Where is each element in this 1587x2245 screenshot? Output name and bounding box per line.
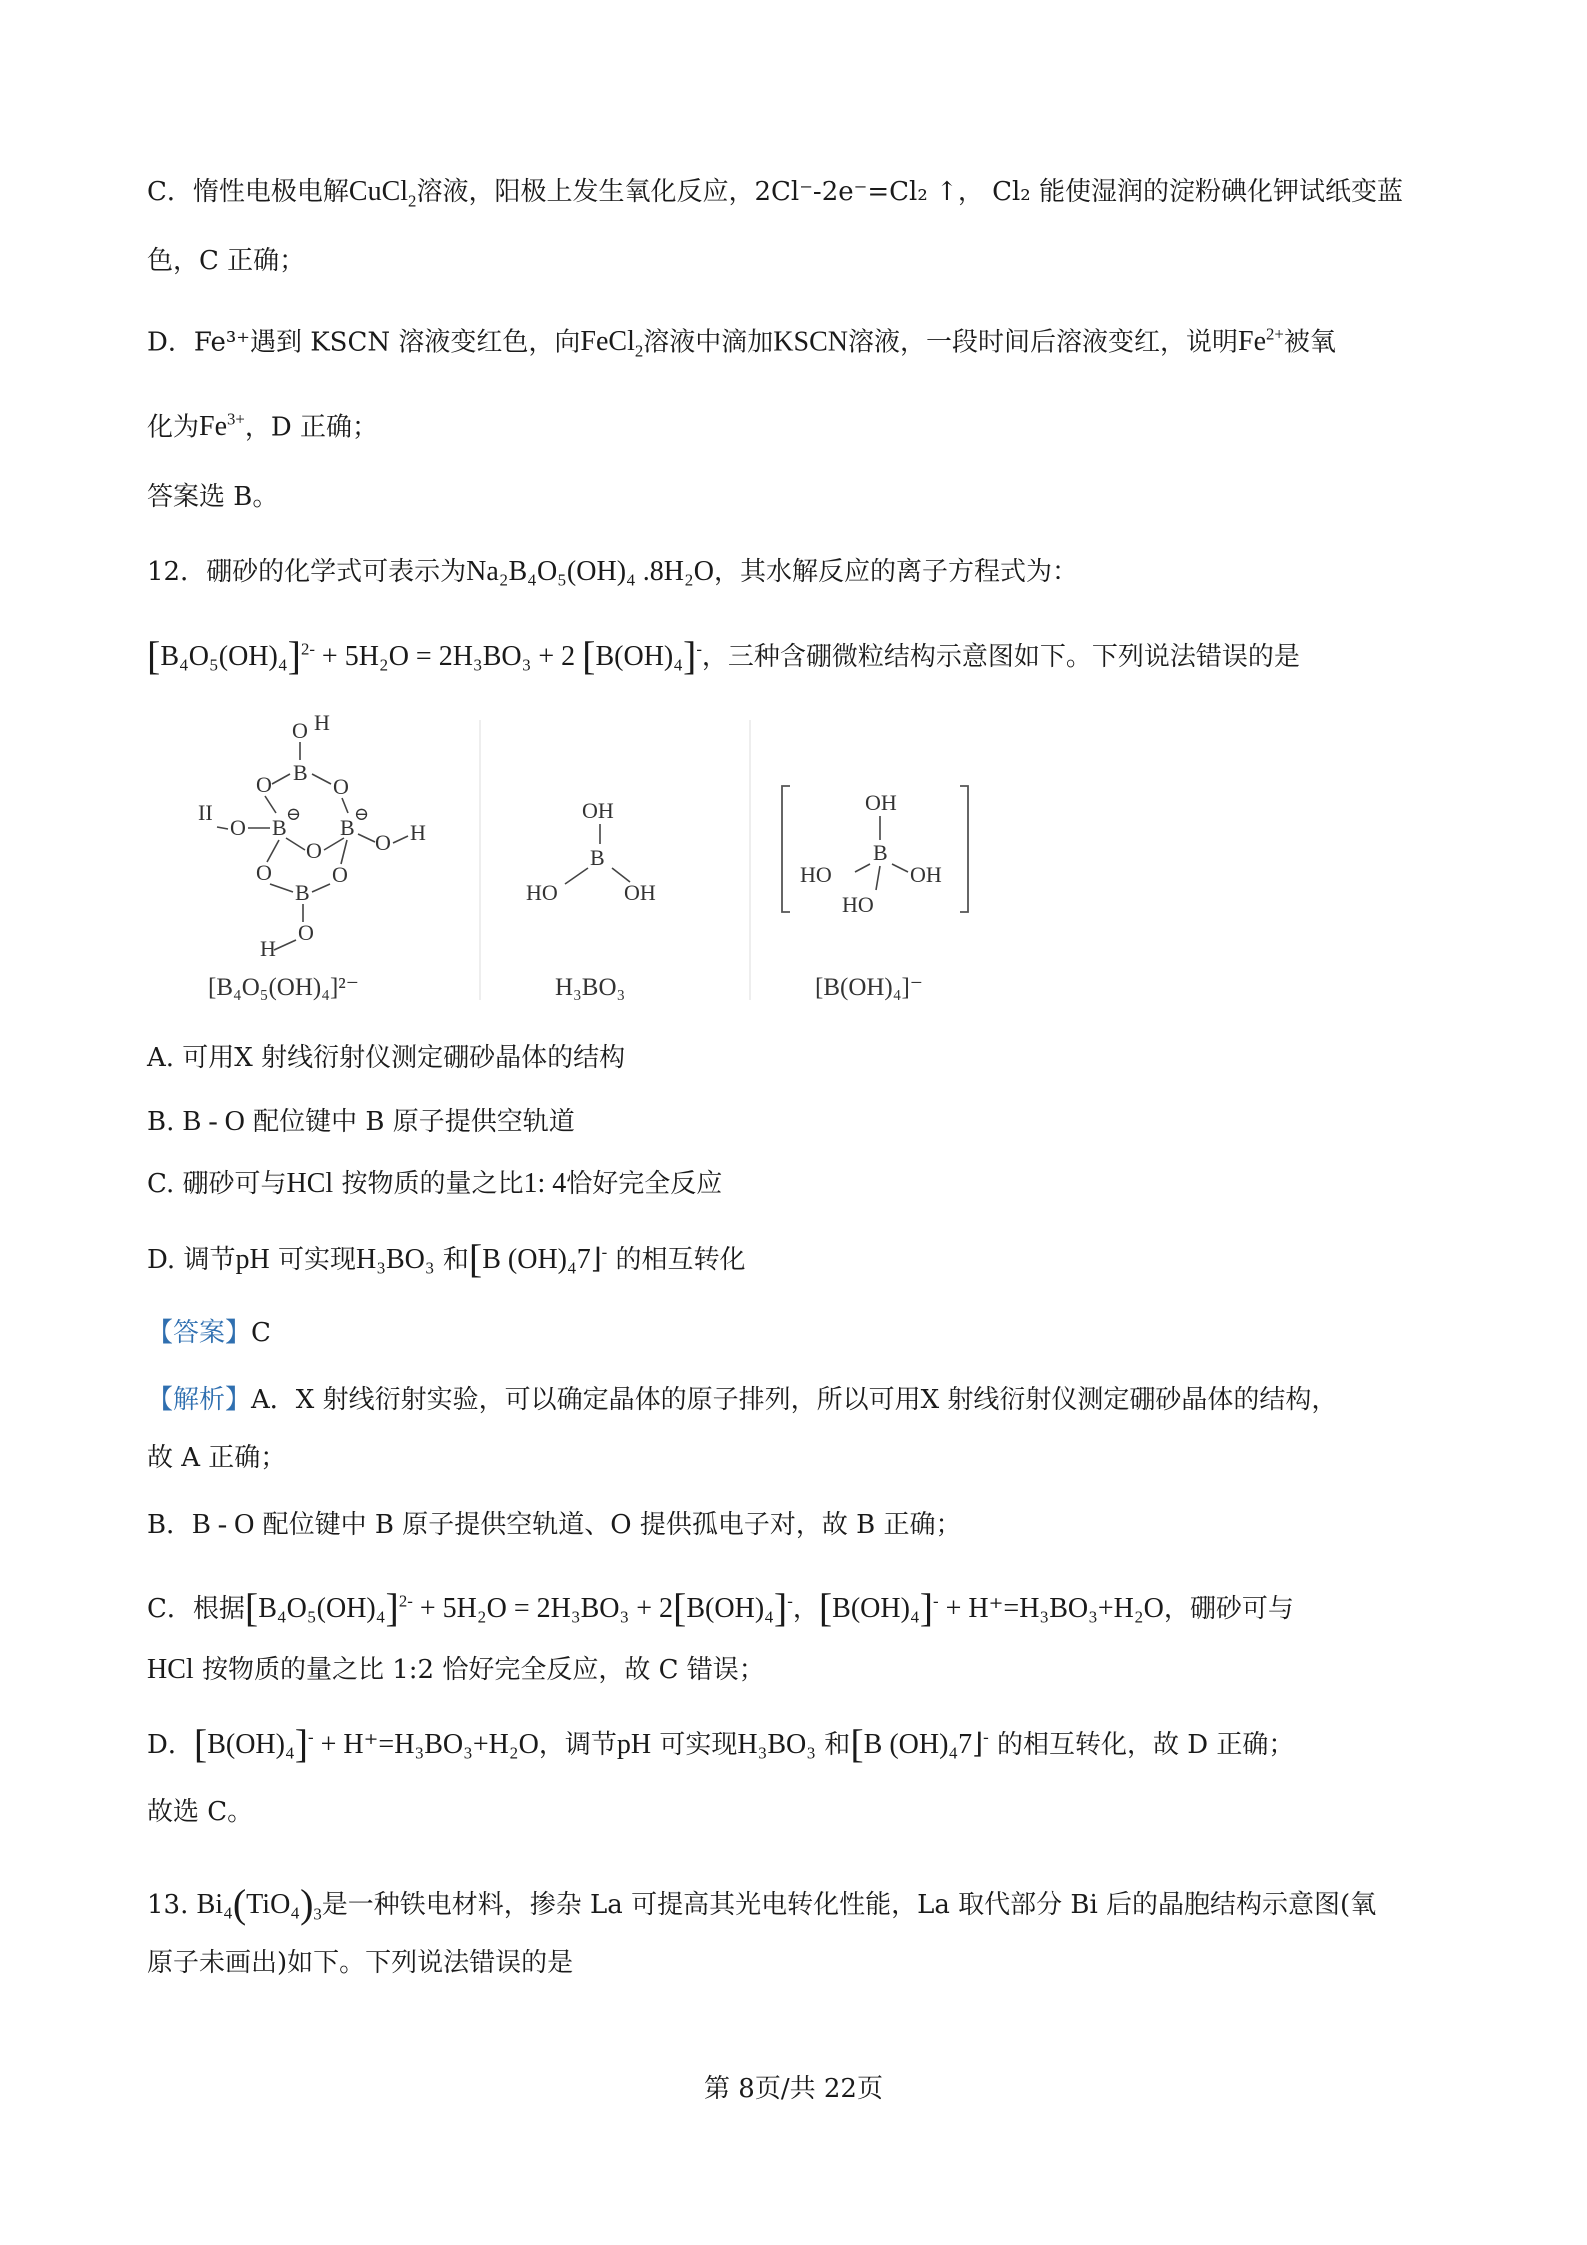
atom-o: O (333, 774, 349, 799)
atom-o: O (230, 815, 246, 840)
h3bo3-formula: H₃BO₃ (355, 1244, 435, 1275)
text: 原子未画出)如下。下列说法错误的是 (147, 1948, 574, 1978)
text: ，三种含硼微粒结构示意图如下。下列说法错误的是 (701, 642, 1300, 672)
text: 按物质的量之比 1:2 恰好完全反应，故 C 错误； (201, 1655, 765, 1685)
answer-tag: 【答案】 (147, 1318, 252, 1348)
text: 的相互转化，故 D 正确； (996, 1730, 1295, 1760)
text: C. 硼砂可与 (147, 1169, 287, 1199)
atom-o: O (298, 920, 314, 945)
text: D. 调节 (147, 1245, 236, 1275)
atom-h-left: II (198, 800, 213, 825)
negative-charge-icon: ⊖ (286, 804, 302, 824)
option-d (147, 1235, 746, 1283)
text: 化为 (147, 412, 200, 443)
boron-structures-figure (190, 700, 990, 1020)
analysis-line-1 (147, 1385, 1337, 1416)
text: 按物质的量之比 (341, 1169, 524, 1199)
analysis-line-4 (147, 1584, 1294, 1632)
atom-h: H (314, 710, 330, 735)
text: B. (147, 1107, 175, 1137)
text: 被氧 (1283, 327, 1336, 358)
text: C．惰性电极电解 (147, 177, 349, 207)
q13-stem-line-2 (147, 1948, 573, 1979)
text: 13. (147, 1890, 189, 1920)
label-boric-acid: H₃BO₃ (555, 974, 626, 1001)
text: ，其水解反应的离子方程式为： (713, 557, 1078, 587)
atom-oh: OH (865, 790, 897, 815)
boron-structures-svg (190, 700, 990, 1020)
text: 配位键中 B 原子提供空轨道、O 提供孤电子对，故 B 正确； (262, 1510, 962, 1540)
option-a (147, 1043, 625, 1074)
text: 色，C 正确； (147, 246, 306, 276)
q12-stem-line-1 (147, 555, 1078, 589)
atom-oh: OH (624, 880, 656, 905)
atom-ho: HO (842, 892, 874, 917)
text: 是一种铁电材料，掺杂 La 可提高其光电转化性能，La 取代部分 Bi 后的晶胞结构示意图(氧 (321, 1890, 1377, 1920)
text: ，D 正确； (244, 412, 378, 443)
q13-stem-line-1 (147, 1880, 1376, 1928)
text: A. 可用X 射线衍射仪测定硼砂晶体的结构 (147, 1043, 626, 1073)
ph-term: pH (616, 1729, 652, 1760)
atom-o: O (375, 830, 391, 855)
fecl2-formula: FeCl$_2$ (580, 326, 644, 361)
atom-o: O (292, 718, 308, 743)
fe2-ion: $Fe^{2+}$ (1238, 325, 1284, 358)
text: A．X 射线衍射实验，可以确定晶体的原子排列，所以可用X 射线衍射仪测定硼砂晶体的结构， (251, 1385, 1338, 1415)
atom-b: B (590, 845, 605, 870)
h3bo3-formula: H₃BO₃ (737, 1729, 817, 1760)
atom-o: O (306, 838, 322, 863)
text: 溶液中滴加 (643, 327, 774, 358)
previous-answer (147, 482, 278, 513)
answer-line (147, 1318, 271, 1349)
atom-h: H (410, 820, 426, 845)
ratio-value: 1: 4 (523, 1168, 567, 1199)
bi4tio4-formula: $Bi_4(TiO_4)_3$ (196, 1881, 322, 1926)
text: D． (147, 1730, 194, 1760)
negative-charge-icon: ⊖ (354, 804, 370, 824)
analysis-line-2 (147, 1443, 286, 1474)
atom-b: B (293, 760, 308, 785)
text: ，调节 (538, 1730, 617, 1760)
analysis-line-3 (147, 1508, 961, 1542)
analysis-c-line-2 (147, 246, 305, 277)
text: 溶液，阳极上发生氧化反应，2Cl⁻-2e⁻=Cl₂ ↑， Cl₂ 能使湿润的淀粉碘化钾试纸变蓝 (416, 177, 1403, 207)
atom-b: B (340, 815, 355, 840)
text: ， (792, 1594, 819, 1624)
text: 12．硼砂的化学式可表示为 (147, 557, 467, 587)
atom-o: O (256, 772, 272, 797)
hcl-formula: HCl (286, 1168, 334, 1199)
atom-h: H (260, 936, 276, 961)
hydrolysis-equation: $[B_4O_5(OH)_4]^{2-} + 5H_2O = 2H_3BO_3 + 2[B(OH)_4]^-$ (244, 1585, 793, 1630)
analysis-tag: 【解析】 (147, 1385, 252, 1415)
ph-term: pH (235, 1244, 270, 1275)
neutralization-equation: [B(OH)₄]- + H⁺=H₃BO₃+H₂O (818, 1585, 1164, 1630)
text: 和 (824, 1730, 851, 1760)
atom-o: O (256, 860, 272, 885)
fe3-ion: $Fe^{3+}$ (199, 410, 245, 443)
text: 的相互转化 (615, 1245, 746, 1275)
text: 故 A 正确； (147, 1443, 287, 1473)
atom-o: O (332, 862, 348, 887)
text: B． (147, 1510, 193, 1540)
atom-b: B (295, 880, 310, 905)
text: 溶液，一段时间后溶液变红，说明 (847, 327, 1238, 358)
option-b (147, 1105, 575, 1139)
label-tetrahydroxyborate: [B(OH)₄]⁻ (815, 974, 923, 1001)
analysis-line-7 (147, 1797, 253, 1828)
text: ，硼砂可与 (1163, 1594, 1294, 1624)
atom-oh: OH (910, 862, 942, 887)
q12-stem-line-2 (147, 632, 1300, 680)
option-c (147, 1167, 722, 1201)
atom-ho: HO (800, 862, 832, 887)
analysis-d-line-1 (147, 325, 1336, 362)
analysis-line-6 (147, 1720, 1294, 1768)
bo-bond: B - O (192, 1509, 255, 1540)
label-tetraborate: [B₄O₅(OH)₄]²⁻ (208, 974, 359, 1001)
hcl-formula: HCl (147, 1654, 194, 1685)
analysis-d-line-2 (147, 410, 378, 444)
text: 答案选 B。 (147, 482, 279, 512)
atom-b: B (272, 815, 287, 840)
panel-dividers (480, 720, 750, 1000)
hydrolysis-equation: $[B_4O_5(OH)_4]^{2-} + 5H_2O = 2H_3BO_3 + 2$ [B(OH)₄]- (147, 633, 702, 678)
atom-ho: HO (526, 880, 558, 905)
atom-oh: OH (582, 798, 614, 823)
text: 恰好完全反应 (566, 1169, 723, 1199)
analysis-line-5 (147, 1653, 765, 1687)
text: 故选 C。 (147, 1797, 254, 1827)
boh4-odd-formula: [B (OH)₄7⌋- (850, 1721, 989, 1766)
neutralization-equation: [B(OH)₄]- + H⁺=H₃BO₃+H₂O (193, 1721, 539, 1766)
bo-bond: B - O (182, 1106, 245, 1137)
text: C．根据 (147, 1594, 245, 1624)
text: 配位键中 B 原子提供空轨道 (253, 1107, 575, 1137)
page-footer: 第 8页/共 22页 (704, 2074, 883, 2104)
text: 可实现 (659, 1730, 738, 1760)
analysis-c-line-1 (147, 175, 1403, 212)
atom-b: B (873, 840, 888, 865)
text: 和 (442, 1245, 469, 1275)
text: D．Fe³⁺遇到 KSCN 溶液变红色，向 (147, 327, 581, 358)
text: 可实现 (277, 1245, 356, 1275)
boh4-odd-formula: [B (OH)₄7⌋- (468, 1236, 608, 1281)
answer-value: C (251, 1318, 271, 1348)
kscn-formula: KSCN (773, 326, 848, 358)
cucl2-formula: CuCl$_2$ (348, 176, 417, 211)
borax-formula: Na₂B₄O₅(OH)₄ .8H₂O (466, 556, 714, 587)
